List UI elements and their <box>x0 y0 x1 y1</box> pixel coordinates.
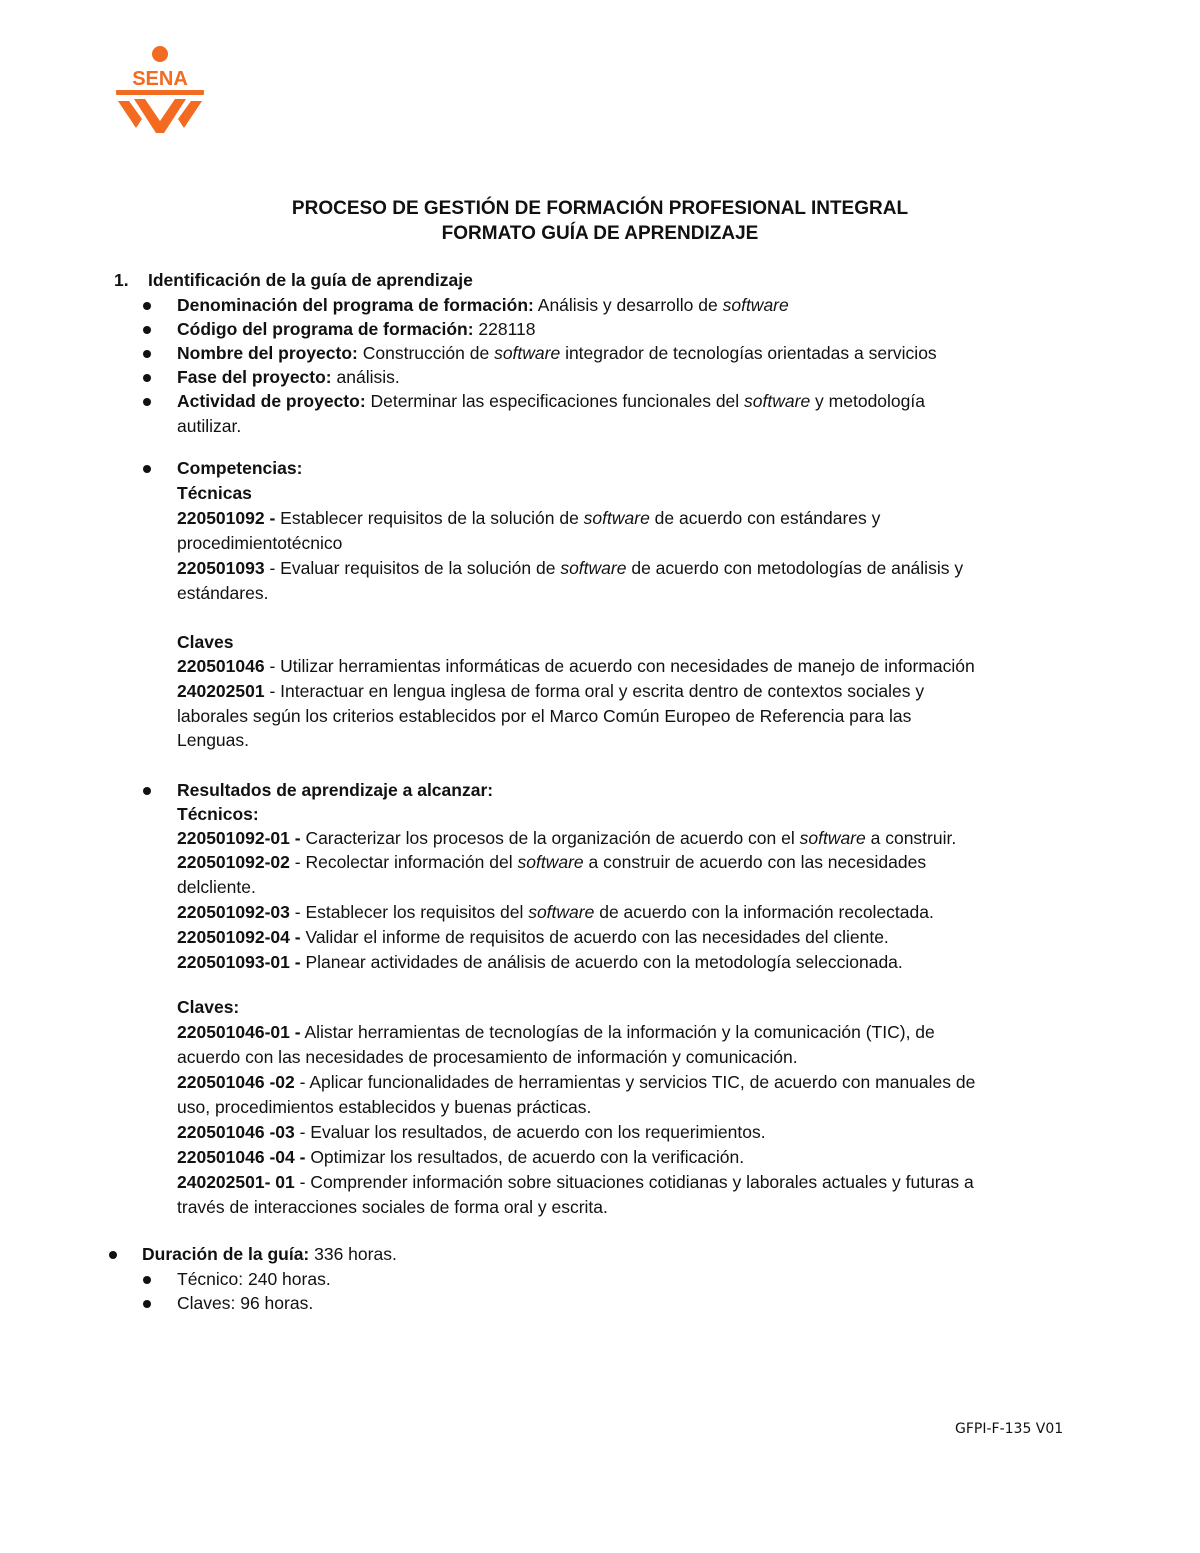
competencia-clave-1: 220501046 - Utilizar herramientas informáticas de acuerdo con necesidades de manejo de información <box>177 656 975 676</box>
footer-code: GFPI-F-135 V01 <box>955 1421 1064 1437</box>
resultado-clave-3: 220501046 -03 - Evaluar los resultados, de acuerdo con los requerimientos. <box>177 1122 766 1142</box>
bullet-icon <box>143 326 151 334</box>
competencia-tecnica-1: 220501092 - Establecer requisitos de la solución de software de acuerdo con estándares y procedimientotécnico <box>177 508 881 553</box>
title-line-1: PROCESO DE GESTIÓN DE FORMACIÓN PROFESIONAL INTEGRAL <box>291 198 909 219</box>
project-activity-item: Actividad de proyecto: Determinar las especificaciones funcionales del software y metodología autilizar. <box>177 391 925 436</box>
section-number: 1. <box>114 270 129 290</box>
sena-logo <box>112 44 208 134</box>
competencias-label: Competencias: <box>177 458 303 478</box>
competencia-tecnica-2: 220501093 - Evaluar requisitos de la solución de software de acuerdo con metodologías de análisis y estándares. <box>177 558 964 603</box>
competencia-clave-2: 240202501 - Interactuar en lengua inglesa de forma oral y escrita dentro de contextos sociales y laborales según los criterios establecidos por el Marco Común Europeo de Referencia para las Lenguas. <box>177 681 925 750</box>
resultado-clave-2: 220501046 -02 - Aplicar funcionalidades de herramientas y servicios TIC, de acuerdo con manuales de uso, procedimientos establecidos y buenas prácticas. <box>177 1072 976 1117</box>
resultado-clave-1: 220501046-01 - Alistar herramientas de tecnologías de la información y la comunicación (TIC), de acuerdo con las necesidades de procesamiento de información y comunicación. <box>177 1022 935 1067</box>
resultados-claves-heading: Claves: <box>177 997 240 1017</box>
resultado-tecnico-1: 220501092-01 - Caracterizar los procesos de la organización de acuerdo con el software a construir. <box>177 828 957 848</box>
bullet-icon <box>143 350 151 358</box>
resultado-tecnico-5: 220501093-01 - Planear actividades de análisis de acuerdo con la metodología seleccionada. <box>177 952 903 972</box>
resultado-tecnico-4: 220501092-04 - Validar el informe de requisitos de acuerdo con las necesidades del cliente. <box>177 927 889 947</box>
bullet-icon <box>143 374 151 382</box>
title-line-2: FORMATO GUÍA DE APRENDIZAJE <box>441 223 759 244</box>
project-phase-item: Fase del proyecto: análisis. <box>177 367 400 387</box>
tecnicos-heading: Técnicos: <box>177 804 259 824</box>
resultado-tecnico-3: 220501092-03 - Establecer los requisitos del software de acuerdo con la información recolectada. <box>177 902 934 922</box>
duracion-tecnico: Técnico: 240 horas. <box>177 1269 331 1289</box>
bullet-icon <box>143 465 151 473</box>
project-name-item: Nombre del proyecto: Construcción de software integrador de tecnologías orientadas a servicios <box>177 343 937 363</box>
program-name-item: Denominación del programa de formación: Análisis y desarrollo de software <box>177 295 789 315</box>
tecnicas-heading: Técnicas <box>177 483 252 503</box>
program-code-item: Código del programa de formación: 228118 <box>177 319 536 339</box>
resultados-label: Resultados de aprendizaje a alcanzar: <box>177 780 494 800</box>
resultado-clave-4: 220501046 -04 - Optimizar los resultados, de acuerdo con la verificación. <box>177 1147 745 1167</box>
logo-chevron <box>134 99 186 133</box>
logo-bar <box>116 90 204 95</box>
bullet-icon <box>143 787 151 795</box>
bullet-icon <box>143 1300 151 1308</box>
section-heading: Identificación de la guía de aprendizaje <box>148 270 473 290</box>
bullet-icon <box>143 398 151 406</box>
bullet-icon <box>143 302 151 310</box>
resultado-clave-5: 240202501- 01 - Comprender información sobre situaciones cotidianas y laborales actuales y futuras a través de interacciones sociales de forma oral y escrita. <box>177 1172 974 1217</box>
duracion-item: Duración de la guía: 336 horas. <box>142 1244 397 1264</box>
bullet-icon <box>109 1251 117 1259</box>
resultado-tecnico-2: 220501092-02 - Recolectar información del software a construir de acuerdo con las necesidades delcliente. <box>177 852 927 897</box>
logo-dot <box>152 46 168 62</box>
bullet-icon <box>143 1276 151 1284</box>
claves-heading: Claves <box>177 632 234 652</box>
logo-text: SENA <box>132 68 188 90</box>
duracion-claves: Claves: 96 horas. <box>177 1293 314 1313</box>
